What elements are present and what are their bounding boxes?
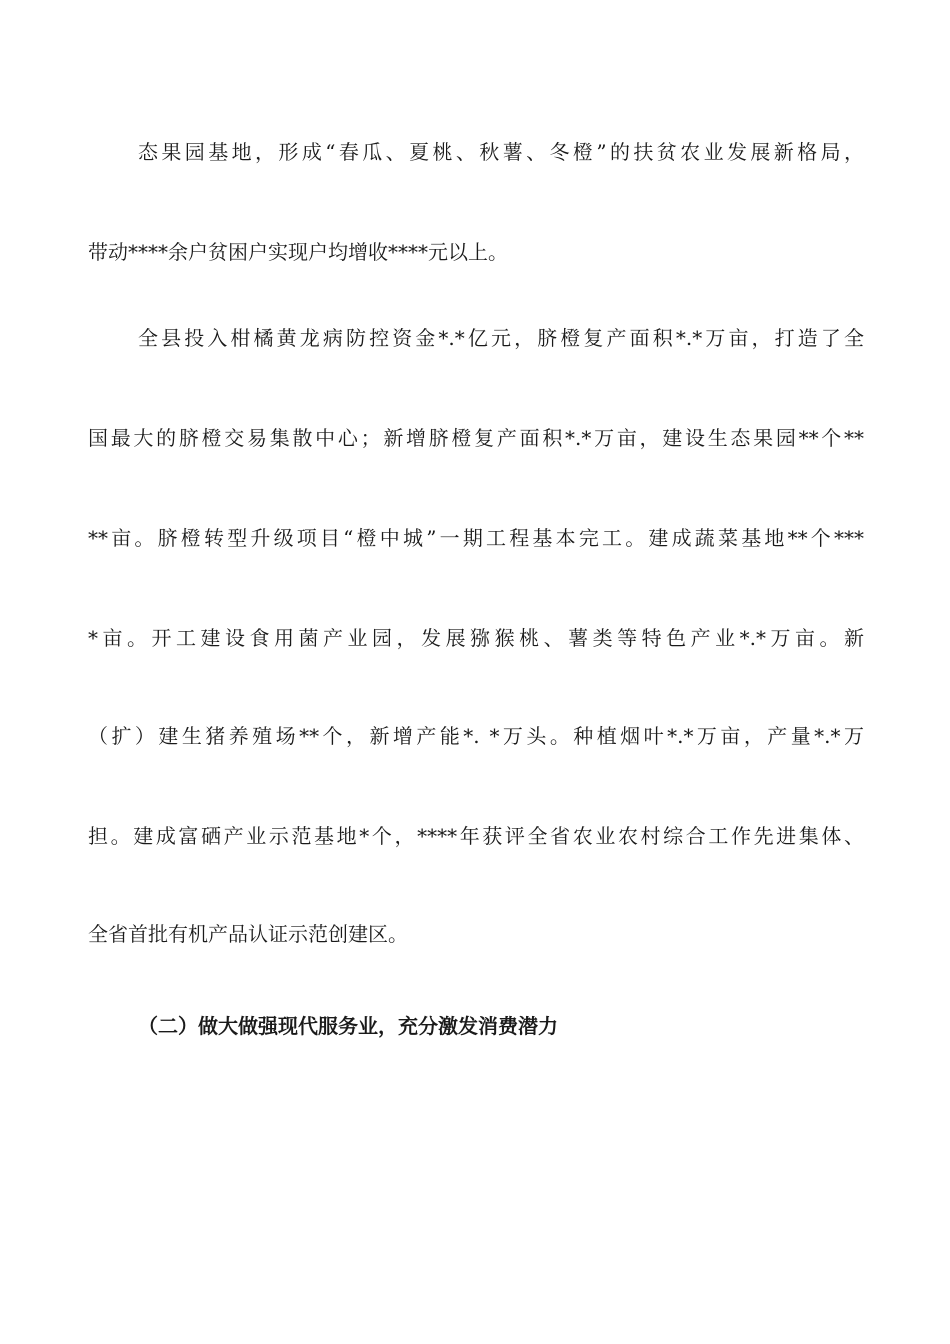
paragraph-2-line-5: （扩）建生猪养殖场**个，新增产能*. *万头。种植烟叶*.*万亩，产量*.*万 (88, 724, 864, 748)
paragraph-2-line-4: *亩。开工建设食用菌产业园，发展猕猴桃、薯类等特色产业*.*万亩。新 (88, 626, 864, 650)
paragraph-2-line-3: **亩。脐橙转型升级项目“橙中城”一期工程基本完工。建成蔬菜基地**个*** (88, 526, 864, 550)
section-heading: （二）做大做强现代服务业，充分激发消费潜力 (138, 1014, 558, 1038)
paragraph-2-line-6: 担。建成富硒产业示范基地*个，****年获评全省农业农村综合工作先进集体、 (88, 824, 864, 848)
paragraph-1-line-1: 态果园基地，形成“春瓜、夏桃、秋薯、冬橙”的扶贫农业发展新格局， (138, 140, 864, 164)
paragraph-2-line-1: 全县投入柑橘黄龙病防控资金*.*亿元，脐橙复产面积*.*万亩，打造了全 (138, 326, 864, 350)
paragraph-2-line-2: 国最大的脐橙交易集散中心；新增脐橙复产面积*.*万亩，建设生态果园**个** (88, 426, 864, 450)
paragraph-1-line-2: 带动****余户贫困户实现户均增收****元以上。 (88, 240, 508, 264)
paragraph-2-line-7: 全省首批有机产品认证示范创建区。 (88, 922, 408, 946)
